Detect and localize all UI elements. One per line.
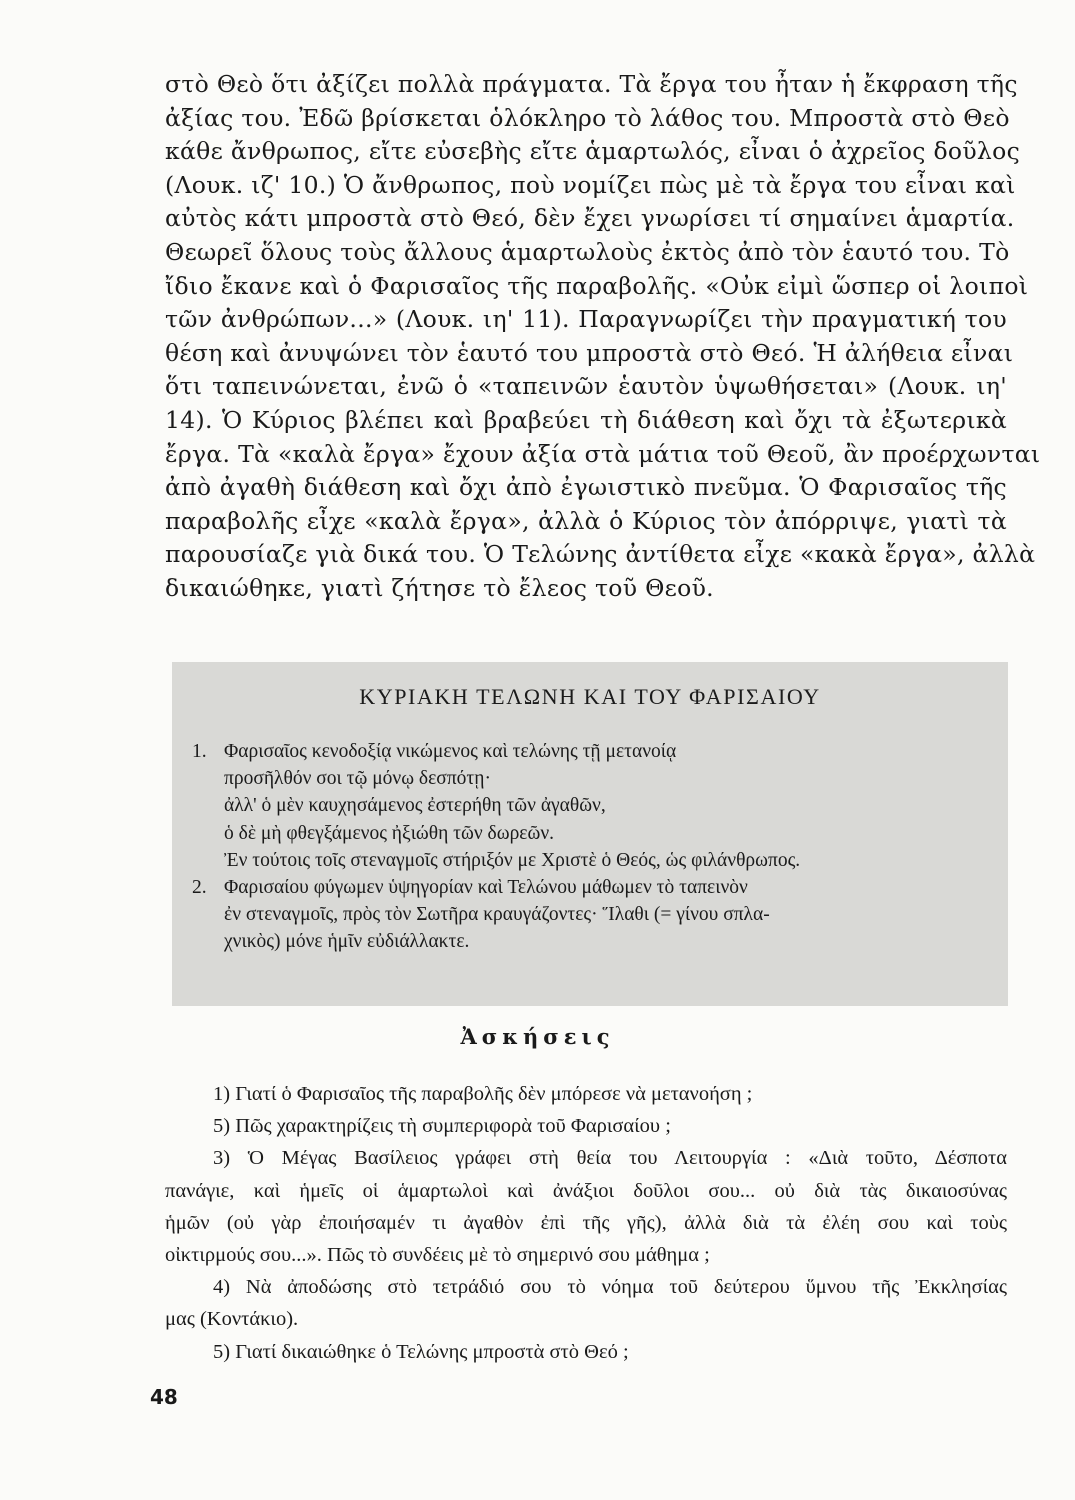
hymn-title: ΚΥΡΙΑΚΗ ΤΕΛΩΝΗ ΚΑΙ ΤΟΥ ΦΑΡΙΣΑΙΟΥ <box>359 684 821 709</box>
text-line: κάθε ἄνθρωπος, εἴτε εὐσεβὴς εἴτε ἁμαρτωλός, εἶναι ὁ ἀχρεῖος δοῦλος <box>165 137 1021 166</box>
hymn-line: Ἐν τούτοις τοῖς στεναγμοῖς στήριξόν με Χριστὲ ὁ Θεός, ὡς φιλάνθρωπος. <box>224 849 801 871</box>
text-line: 14). Ὁ Κύριος βλέπει καὶ βραβεύει τὴ διάθεση καὶ ὄχι τὰ ἐξωτερικὰ <box>165 405 1007 434</box>
hymn-text <box>192 738 992 956</box>
hymn-line: χνικὸς) μόνε ἡμῖν εὐδιάλλακτε. <box>224 931 470 953</box>
exercise-item: 5) Πῶς χαρακτηρίζεις τὴ συμπεριφορὰ τοῦ Φαρισαίου ; <box>213 1115 671 1138</box>
hymn-box <box>172 662 1008 1006</box>
hymn-number: 1. <box>192 741 207 762</box>
exercise-line: οἰκτιρμούς σου...». Πῶς τὸ συνδέεις μὲ τὸ σημερινό σου μάθημα ; <box>165 1243 710 1266</box>
text-line: ἴδιο ἔκανε καὶ ὁ Φαρισαῖος τῆς παραβολῆς. «Οὐκ εἰμὶ ὥσπερ οἱ λοιποὶ <box>165 271 1029 300</box>
exercises-heading: Ἀσκήσεις <box>460 1024 615 1049</box>
text-line: αὐτὸς κάτι μπροστὰ στὸ Θεό, δὲν ἔχει γνωρίσει τί σημαίνει ἁμαρτία. <box>165 204 1015 233</box>
exercise-item: 5) Γιατί δικαιώθηκε ὁ Τελώνης μπροστὰ στὸ Θεό ; <box>213 1340 629 1363</box>
exercise-item: 1) Γιατί ὁ Φαρισαῖος τῆς παραβολῆς δὲν μπόρεσε νὰ μετανοήση ; <box>213 1083 753 1105</box>
hymn-line: ἐν στεναγμοῖς, πρὸς τὸν Σωτῆρα κραυγάζοντες· Ἵλαθι (= γίνου σπλα- <box>224 904 770 926</box>
text-line: ἀξίας του. Ἐδῶ βρίσκεται ὁλόκληρο τὸ λάθος του. Μπροστὰ στὸ Θεὸ <box>165 103 1010 132</box>
text-line: παραβολῆς εἶχε «καλὰ ἔργα», ἀλλὰ ὁ Κύριος τὸν ἀπόρριψε, γιατὶ τὰ <box>165 506 1007 535</box>
text-line: ἔργα. Τὰ «καλὰ ἔργα» ἔχουν ἀξία στὰ μάτια τοῦ Θεοῦ, ἂν προέρχωνται <box>165 439 1041 468</box>
text-line: ὅτι ταπεινώνεται, ἐνῶ ὁ «ταπεινῶν ἑαυτὸν ὑψωθήσεται» (Λουκ. ιη' <box>165 372 1007 401</box>
exercise-line: ἡμῶν (οὐ γὰρ ἐποιήσαμέν τι ἀγαθὸν ἐπὶ τῆς γῆς), ἀλλὰ διὰ τὰ ἐλέη σου καὶ τοὺς <box>165 1211 1007 1234</box>
text-line: στὸ Θεὸ ὅτι ἀξίζει πολλὰ πράγματα. Τὰ ἔργα του ἦταν ἡ ἔκφραση τῆς <box>165 70 1018 98</box>
hymn-line: ἀλλ' ὁ μὲν καυχησάμενος ἐστερήθη τῶν ἀγαθῶν, <box>224 795 606 817</box>
text-line: παρουσίαζε γιὰ δικά του. Ὁ Τελώνης ἀντίθετα εἶχε «κακὰ ἔργα», ἀλλὰ <box>165 540 1036 569</box>
text-line: δικαιώθηκε, γιατὶ ζήτησε τὸ ἔλεος τοῦ Θεοῦ. <box>165 573 714 602</box>
exercises-list <box>165 1078 1007 1368</box>
body-paragraph <box>165 68 1041 606</box>
hymn-line: 1. Φαρισαῖος κενοδοξίᾳ νικώμενος καὶ τελώνης τῇ μετανοίᾳ <box>192 738 992 765</box>
hymn-line: 2. Φαρισαίου φύγωμεν ὑψηγορίαν καὶ Τελώνου μάθωμεν τὸ ταπεινὸν <box>192 874 992 901</box>
text-line: Θεωρεῖ ὅλους τοὺς ἄλλους ἁμαρτωλοὺς ἐκτὸς ἀπὸ τὸν ἑαυτό του. Τὸ <box>165 237 1010 266</box>
exercise-item: 4) Νὰ ἀποδώσης στὸ τετράδιό σου τὸ νόημα τοῦ δεύτερου ὕμνου τῆς Ἐκκλησίας <box>213 1276 1007 1299</box>
text-line: τῶν ἀνθρώπων...» (Λουκ. ιη' 11). Παραγνωρίζει τὴν πραγματική του <box>165 305 1007 334</box>
text-line: ἀπὸ ἀγαθὴ διάθεση καὶ ὄχι ἀπὸ ἐγωιστικὸ πνεῦμα. Ὁ Φαρισαῖος τῆς <box>165 473 1007 502</box>
hymn-line: ὁ δὲ μὴ φθεγξάμενος ἠξιώθη τῶν δωρεῶν. <box>224 822 555 844</box>
page-number: 48 <box>150 1385 178 1409</box>
exercise-item: 3) Ὁ Μέγας Βασίλειος γράφει στὴ θεία του Λειτουργία : «Διὰ τοῦτο, Δέσποτα <box>213 1147 1007 1170</box>
hymn-number: 2. <box>192 876 207 898</box>
exercise-line: πανάγιε, καὶ ἡμεῖς οἱ ἁμαρτωλοὶ καὶ ἀνάξιοι δοῦλοι σου... οὐ διὰ τὰς δικαιοσύνας <box>165 1179 1007 1202</box>
exercise-line: μας (Κοντάκιο). <box>165 1308 299 1331</box>
text-line: θέση καὶ ἀνυψώνει τὸν ἑαυτό του μπροστὰ στὸ Θεό. Ἡ ἀλήθεια εἶναι <box>165 338 1014 367</box>
text-line: (Λουκ. ιζ' 10.) Ὁ ἄνθρωπος, ποὺ νομίζει πὼς μὲ τὰ ἔργα του εἶναι καὶ <box>165 170 1016 199</box>
hymn-line: προσῆλθόν σοι τῷ μόνῳ δεσπότῃ· <box>224 768 491 790</box>
